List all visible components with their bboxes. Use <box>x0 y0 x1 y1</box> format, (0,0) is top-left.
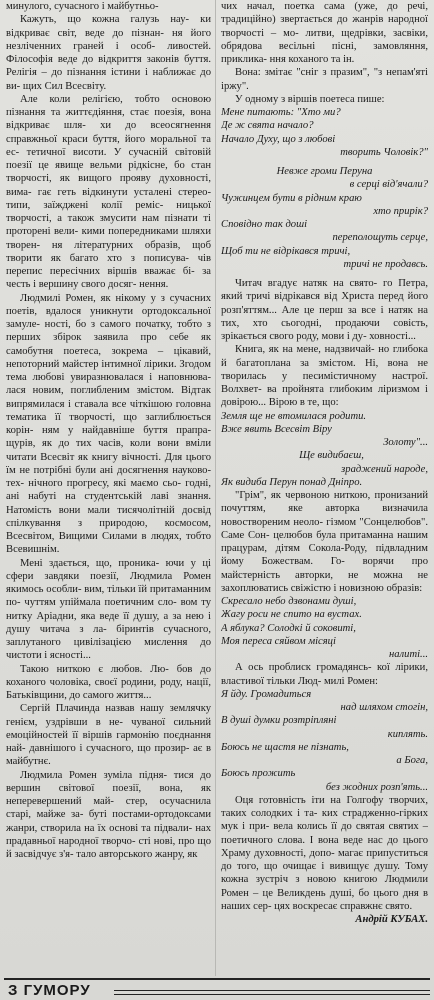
verse-line: хто прирік? <box>373 205 428 217</box>
article-column-left <box>6 0 211 976</box>
verse-line: Вже явить Всесвіт Віру <box>221 423 332 435</box>
paragraph: А ось проблиск громадянсь- кої лірики, властивої тільки Люд- милі Ромен: <box>221 662 428 687</box>
author-signature: Андрій КУБАХ. <box>355 914 428 925</box>
verse-line: Щоб ти не відрікався тричі, <box>221 245 351 257</box>
verse-line: Як видиба Перун понад Дніпро. <box>221 476 363 488</box>
poem-quote <box>221 410 428 450</box>
verse-line: Скресало небо дзвонами душі, <box>221 596 357 607</box>
paragraph: Вона: змітає "сніг з празим", "з непам'яті іржу". <box>221 67 428 92</box>
verse-line: переполощуть серце, <box>332 232 428 244</box>
verse-line: тричі не продавсь. <box>343 258 428 270</box>
verse-line: налиті... <box>388 649 428 660</box>
verse-line: а Бога, <box>396 755 428 766</box>
paragraph: Людмилі Ромен, як нікому у з сучасних поетів, вдалося уникнути ортодоксальної замуле- ності, бо з самого початку, тобто з перших збірок заявила про себе як самобутня поетеса, зокрема – цікавий, непоторний майстер інтимної лірики. Згодом тема любові увиразнювалася і наповнюва- лася новим, поглибленим змістом. Відтак випрямилася і ставала все чіткішою головна тематика її творчості, що заглиблюється корін- ням у найдавніше буття прапра- щурів, як до тих часів, коли вони вміли читати Всесвіт як книгу вічності. Для цього їм не потрібні були ані досягнення науково-тех- нічного прогресу, які маємо сьо- годні, ані набуті на студентській лаві знання. Натомість вони мали тисячолітній досвід спілкування з природою, космосом, Всесвітом, Вищими Силами в людях, тобто Всевишнім. <box>6 292 211 556</box>
paragraph: Кажуть, що кожна галузь нау- ки відкриває світ, веде до пізнан- ня його незліченних граней і особ- ливостей. Філософія веде до відкриття законів буття. Релігія – до пізнання істини і наближає до ви- щих Сил Всесвіту. <box>6 14 211 92</box>
verse-line: Жагу роси не спито на вустах. <box>221 609 362 621</box>
poem-quote <box>221 463 428 490</box>
verse-line: киплять. <box>387 728 428 740</box>
paragraph: "Грім", як червоною ниткою, пронизаний почуттям, яке авторка визначила новоствореним неоло- гізмом "Сонцелюбов". Саме Сон- целюбов була притаманна нашим працурам, дітям Сокола-Роду, підвладним йому Божествам. Го- ворячи про майстерність авторки, не можна не захоплюватись свіжістю і новизною образів: <box>221 490 428 594</box>
paragraph: Такою ниткою є любов. Лю- бов до коханого чоловіка, своєї родини, роду, нації, Батьківщини, до самого життя... <box>6 663 211 701</box>
verse-line: Де ж свята начало? <box>221 120 314 132</box>
paragraph: Читач вгадує натяк на свято- го Петра, який тричі відрікався від Христа перед його розп'яттям... Але це перш за все і натяк на тих, хто сьогодні, продаючи совість, зрікається свого роду, мови і ду- ховності... <box>221 278 428 342</box>
verse-line: Я йду. Громадиться <box>221 688 312 700</box>
verse-line: А яблука? Солодкі й соковиті, <box>221 622 356 634</box>
verse-line: над шляхом стогін, <box>340 702 428 713</box>
top-fragment: чих начал, поетка сама (уже, до речі, традиційно) звертається до жанрів народної творчості – мо- литви, щедрівки, засвіки, обрядова весільні пісні, замовляння, приклика- ння коханого та ін. <box>221 1 428 65</box>
paragraph: Але коли релігією, тобто основою пізнання та життєдіяння, стає поезія, вона відкриває шля- хи до всеосягнення справжньої краси буття, його моральної та ес- тетичної висоти. У сучасній світовій поезії це явище вельми рідкісне, бо стан творчості, як вищого прояву духовності, вима- гає геть відкинути усталені стерео- типи, заїжджені колії реміс- ницької творчості, а також змусити нам пізнати ті проторені вели- кими попередниками шляхи творен- ня літературних образів, щоб творити як багато хто з пописува- чів перепис пересічних віршів вважає бі- за честь і вершину свого досяг- нення. <box>6 93 211 291</box>
verse-line: Земля ще не втомилася родити. <box>221 410 367 422</box>
column-divider <box>215 0 216 976</box>
article-column-right <box>221 0 428 976</box>
verse-line: Чужинцем бути в рідним краю <box>221 192 362 204</box>
verse-line: Боюсь прожить <box>221 768 296 780</box>
verse-line: зраджений народе, <box>341 463 428 475</box>
verse-line: Мене питають: "Хто ми? <box>221 107 341 118</box>
verse-line: Золоту"... <box>383 437 428 448</box>
verse-line: Сповідно так доші <box>221 219 308 230</box>
paragraph: Оця готовність іти на Голгофу творчих, таких солодких і та- ких страдженно-гірких мук і при- вела колись її до святая святих – поетичного слова. І вона веде нас до цього Храму духовності, допо- магає припуститься до того, що очищає і вивищує душу. Тому кожна зустріч з новою книгою Людмили Ромен – це Великдень душі, бо цього дня в наших сер- цях воскресає справжнє свято. <box>221 794 428 912</box>
section-title: З ГУМОРУ <box>8 982 91 999</box>
verse-line: Невже громи Перуна <box>276 166 373 177</box>
section-rule <box>114 990 430 995</box>
paragraph: Сергій Плачинда назвав нашу землячку генієм, уздрівши в не- чуваної сильний емоційностей її віршів гармонію поєднання най- давнішого і сучасного, що прозир- ає в майбутнє. <box>6 703 211 768</box>
verse-line: В душі думки розтріпляні <box>221 715 337 727</box>
verse-line: без жодних розп'ять... <box>325 781 428 793</box>
paragraph: У одному з віршів поетеса пише: <box>235 93 385 105</box>
verse-line: Начало Духу, що з любові <box>221 133 336 145</box>
top-fragment: минулого, сучасного і майбутньо- <box>6 1 159 12</box>
poem-quote <box>221 688 428 794</box>
poem-quote <box>221 165 428 271</box>
paragraph: Книга, як на мене, надзвичай- но глибока й багатоплана за змістом. Ні, вона не творилась у песимістичному настрої. Волхвет- ва пройнята глибоким ліризмом і довірою... Вірою в те, що: <box>221 344 428 409</box>
verse-line: Боюсь не щастя не пізнать, <box>221 741 349 753</box>
paragraph: Людмила Ромен зуміла підня- тися до вершин світової поезії, вона, як неперевершений май- стер, осучаснила старі, майже за- буті постами-ортодоксами жанри, створила на їх основі та підвали- нах прадавньої народної творчо- сті нові, про що й засвідчує з'я- тало авторського жанру, як <box>6 769 211 860</box>
poem-quote <box>221 595 428 661</box>
poem-quote <box>221 106 428 159</box>
next-section-header <box>4 978 430 1000</box>
paragraph: Мені здається, що, проника- ючи у ці сфери завдяки поезії, Людмила Ромен якимось особли- вим, тільки їй притаманним по- чуттям упіймала поетичним сло- вом ту нитку Аріадни, яка веде її душу, а за нею і душу читача з ла- біринтів сучасного, заплутаного цивілізацією мислення до чистоти і ясності... <box>6 557 211 662</box>
verse-line: творить Чоловік?" <box>340 146 428 158</box>
verse-line: в серці від'ячали? <box>349 179 428 191</box>
verse-line: Ще видибаєш, <box>299 450 364 462</box>
verse-line: Моя переса сяйвом місяці <box>221 635 336 647</box>
